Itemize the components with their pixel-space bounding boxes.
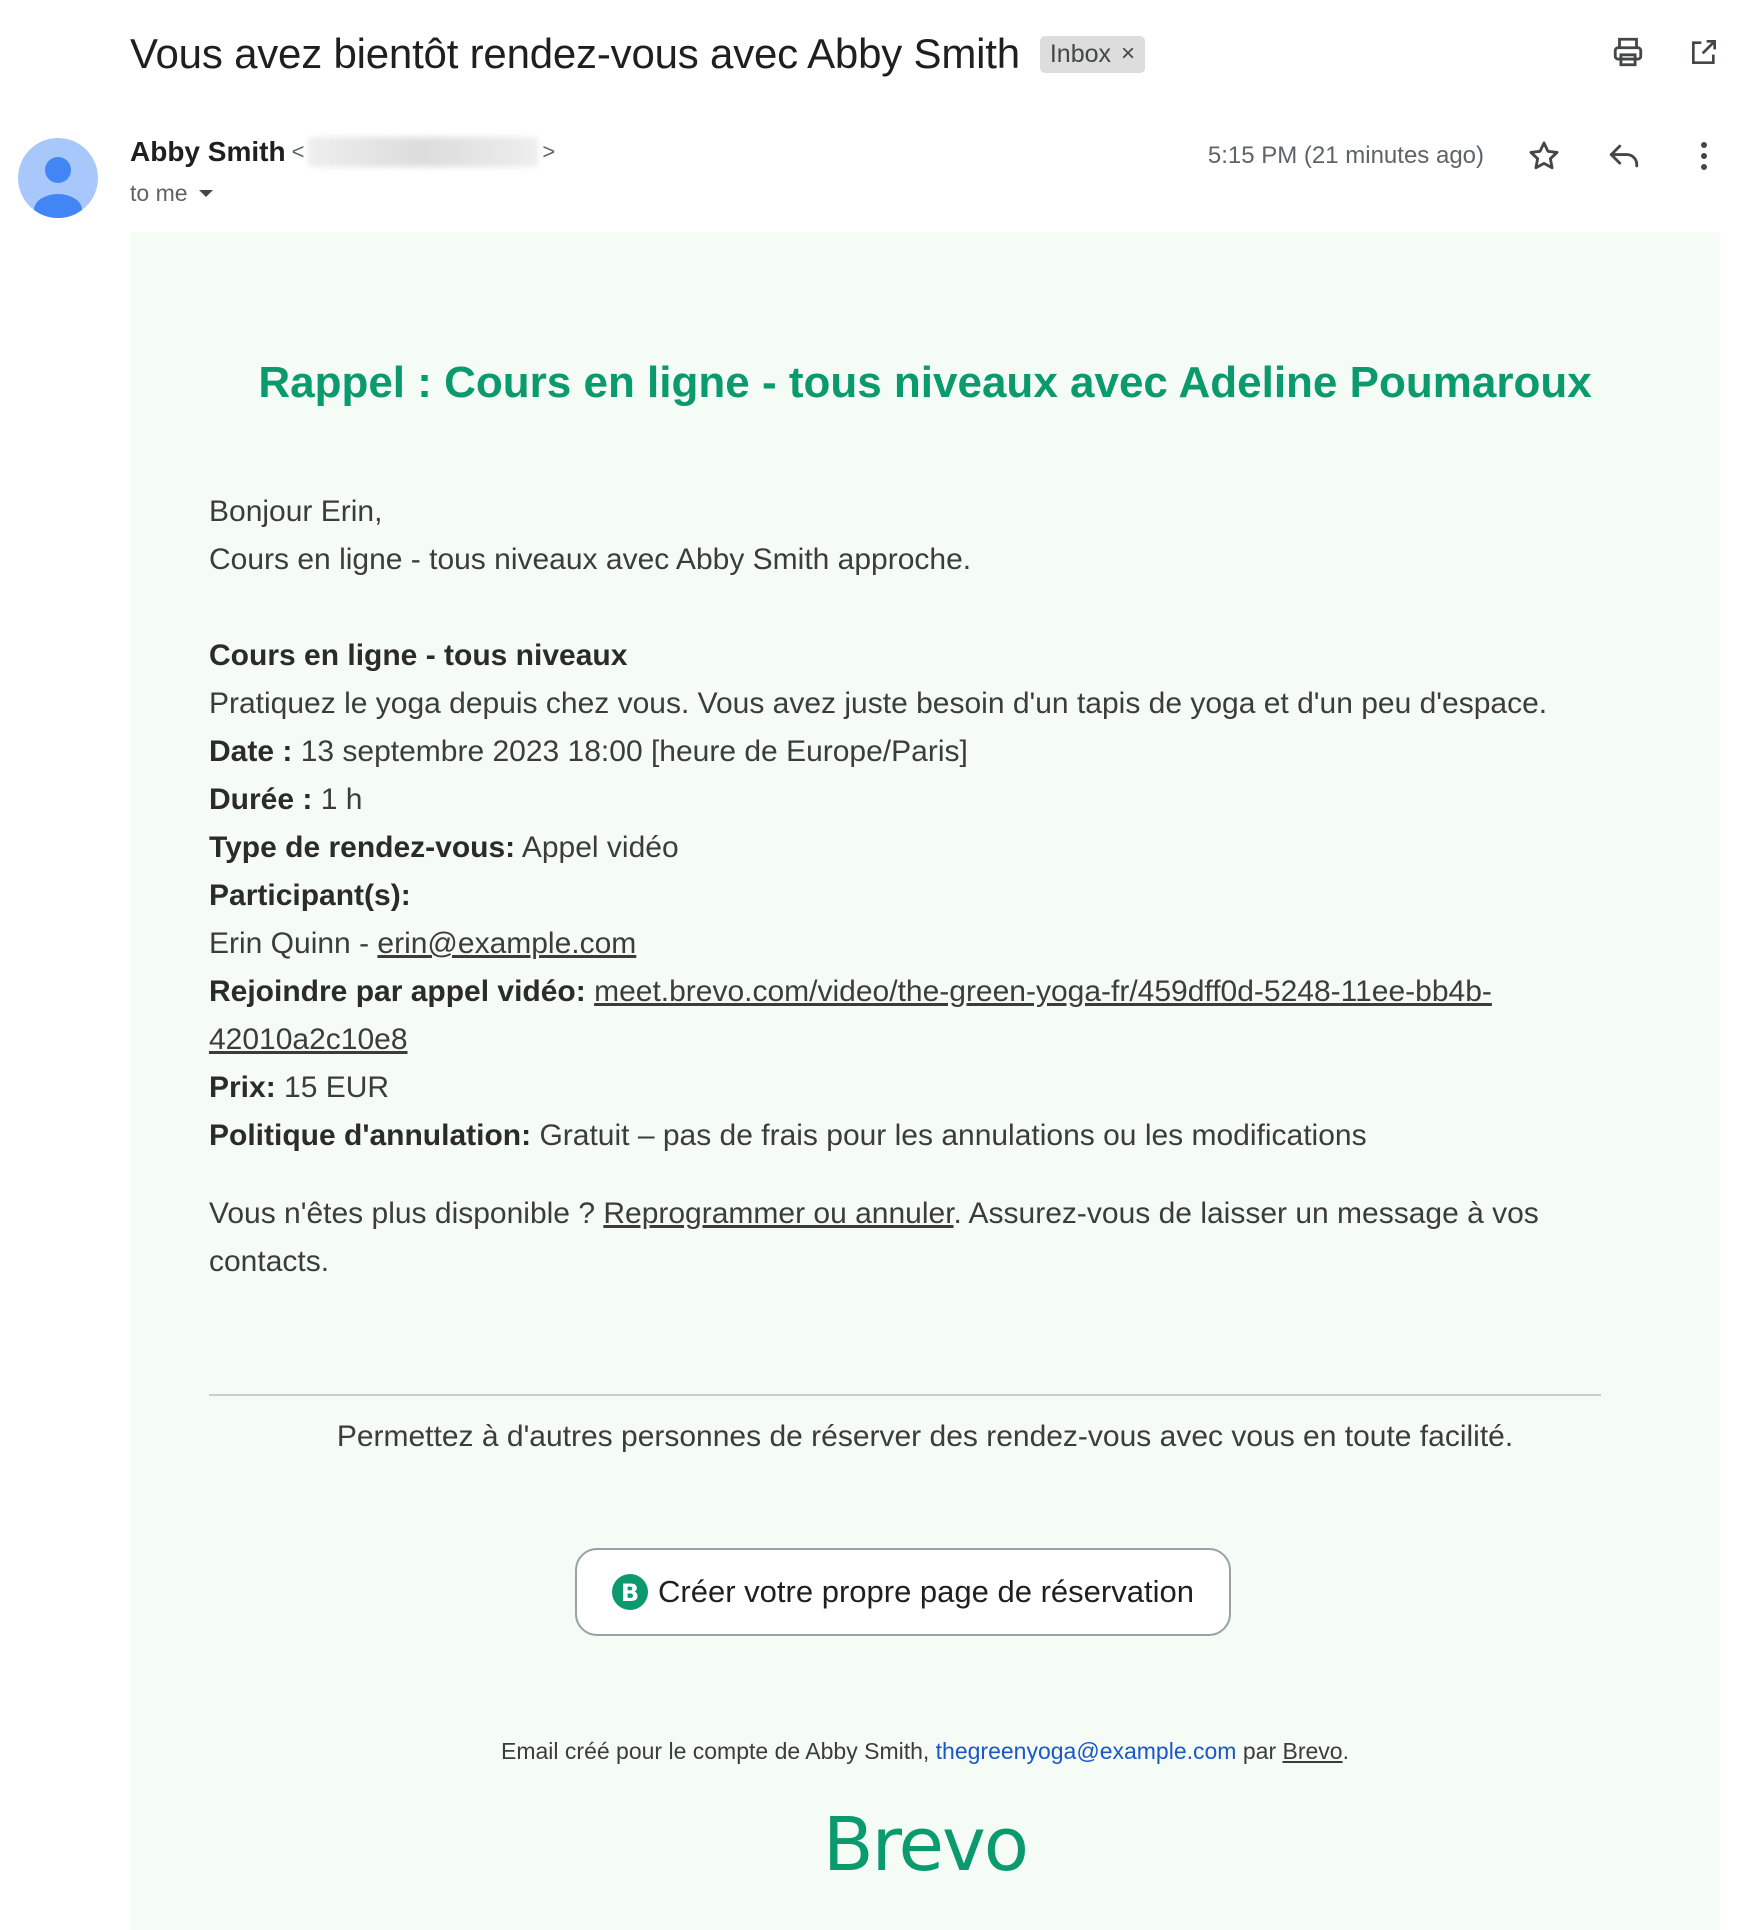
date-label: Date : — [209, 735, 293, 768]
email-body — [130, 232, 1720, 1930]
footer-brevo-link[interactable]: Brevo — [1282, 1738, 1343, 1764]
recipient-details-toggle[interactable] — [130, 180, 214, 207]
unavailable-text: Vous n'êtes plus disponible ? — [209, 1197, 604, 1230]
print-all-button[interactable] — [1608, 32, 1648, 72]
greeting: Bonjour Erin, — [209, 495, 383, 528]
to-label: to me — [130, 180, 188, 206]
email-subject: Vous avez bientôt rendez-vous avec Abby Smith — [130, 30, 1020, 77]
price-label: Prix: — [209, 1071, 276, 1104]
footer-email-link[interactable]: thegreenyoga@example.com — [935, 1738, 1237, 1764]
reminder-headline: Rappel : Cours en ligne - tous niveaux avec Adeline Poumaroux — [258, 358, 1592, 407]
type-value: Appel vidéo — [521, 831, 679, 864]
brevo-b-icon — [612, 1574, 648, 1610]
message-meta — [1208, 136, 1724, 176]
join-label: Rejoindre par appel vidéo: — [209, 975, 586, 1008]
unavailable-line — [209, 1190, 1609, 1286]
email-close-bracket: > — [542, 139, 556, 164]
reply-button[interactable] — [1604, 136, 1644, 176]
sender-row — [130, 136, 555, 168]
duration-label: Durée : — [209, 783, 313, 816]
type-label: Type de rendez-vous: — [209, 831, 516, 864]
class-description: Pratiquez le yoga depuis chez vous. Vous avez juste besoin d'un tapis de yoga et d'un peu d'espace. — [209, 687, 1548, 720]
cancel-policy-label: Politique d'annulation: — [209, 1119, 532, 1152]
brevo-b-letter: B — [620, 1579, 640, 1607]
date-line — [209, 728, 1609, 776]
sender-avatar[interactable] — [18, 138, 98, 218]
create-booking-page-button[interactable] — [575, 1548, 1231, 1636]
open-in-new-window-icon — [1688, 36, 1720, 68]
class-title: Cours en ligne - tous niveaux — [209, 639, 628, 672]
printer-icon — [1611, 35, 1645, 69]
footer-prefix: Email créé pour le compte de Abby Smith, — [501, 1738, 936, 1764]
more-vertical-icon — [1699, 140, 1709, 172]
join-line — [209, 968, 1609, 1064]
open-in-new-window-button[interactable] — [1684, 32, 1724, 72]
thread-actions — [1608, 32, 1724, 72]
video-call-link[interactable]: meet.brevo.com/video/the-green-yoga-fr/459dff0d-5248-11ee-bb4b-42010a2c10e8 — [209, 975, 1492, 1056]
reschedule-link[interactable]: Reprogrammer ou annuler — [603, 1197, 954, 1230]
cancel-policy-line — [209, 1112, 1609, 1160]
footer-by: par — [1236, 1738, 1283, 1764]
intro-text: Cours en ligne - tous niveaux avec Abby Smith approche. — [209, 543, 972, 576]
participants-label: Participant(s): — [209, 879, 411, 912]
inbox-label-text: Inbox — [1049, 39, 1112, 68]
redacted-email — [308, 137, 538, 167]
brevo-logo[interactable]: Brevo — [822, 1802, 1028, 1888]
remove-label-icon[interactable]: × — [1121, 40, 1136, 67]
cancel-policy-value: Gratuit – pas de frais pour les annulations ou les modifications — [539, 1119, 1367, 1152]
promo-text: Permettez à d'autres personnes de réserver des rendez-vous avec vous en toute facilité. — [336, 1420, 1514, 1453]
price-line — [209, 1064, 1609, 1112]
date-value: 13 septembre 2023 18:00 [heure de Europe/Paris] — [300, 735, 968, 768]
cta-label: Créer votre propre page de réservation — [658, 1574, 1194, 1609]
caret-down-icon — [198, 189, 214, 199]
unavailable-suffix: . Assurez-vous de laisser un message à vos contacts. — [209, 1197, 1539, 1278]
duration-value: 1 h — [320, 783, 363, 816]
footer-suffix: . — [1342, 1738, 1349, 1764]
sender-name[interactable]: Abby Smith — [130, 136, 286, 167]
participant-email-link[interactable]: erin@example.com — [377, 927, 637, 960]
more-options-button[interactable] — [1684, 136, 1724, 176]
subject-row — [130, 22, 1724, 86]
section-divider — [209, 1394, 1601, 1396]
participant-line — [209, 920, 1609, 968]
person-icon — [18, 138, 98, 218]
type-line — [209, 824, 1609, 872]
appointment-details — [209, 488, 1609, 1286]
star-button[interactable] — [1524, 136, 1564, 176]
duration-line — [209, 776, 1609, 824]
sender-email — [292, 137, 556, 167]
footer-note — [130, 1738, 1720, 1765]
message-timestamp: 5:15 PM (21 minutes ago) — [1207, 142, 1484, 169]
inbox-label-chip[interactable] — [1040, 36, 1145, 73]
price-value: 15 EUR — [284, 1071, 390, 1104]
email-open-bracket: < — [291, 139, 305, 164]
reply-icon — [1607, 139, 1641, 173]
star-icon — [1527, 139, 1561, 173]
participant-name: Erin Quinn - — [209, 927, 378, 960]
